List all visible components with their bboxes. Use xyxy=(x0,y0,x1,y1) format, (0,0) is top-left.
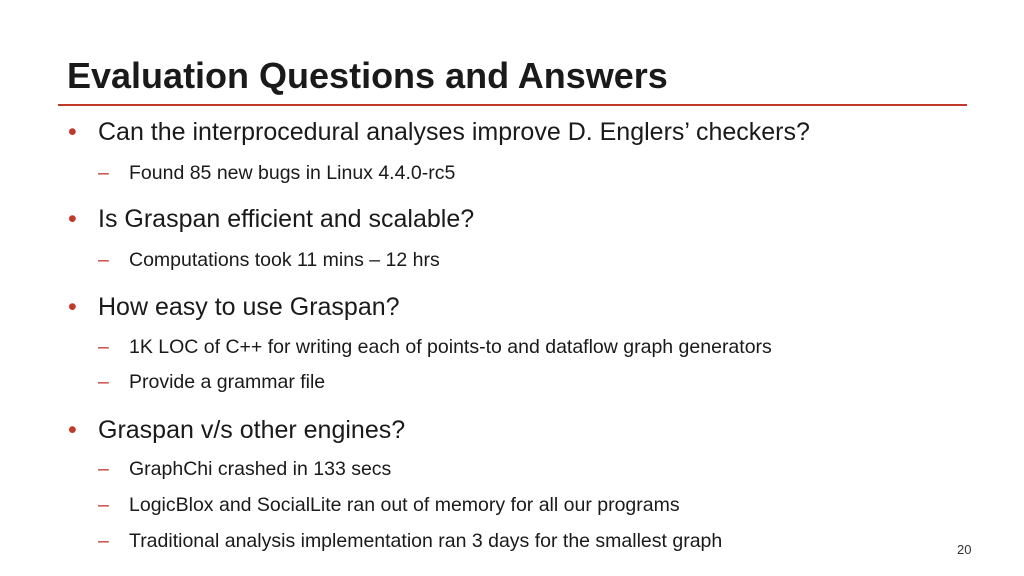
title-divider xyxy=(58,104,967,106)
page-number: 20 xyxy=(957,542,972,557)
bullet-dot-icon: • xyxy=(68,416,77,444)
answer-text: GraphChi crashed in 133 secs xyxy=(129,458,392,480)
bullet-dot-icon: • xyxy=(68,293,77,321)
answer-text: Found 85 new bugs in Linux 4.4.0-rc5 xyxy=(129,162,456,184)
dash-icon: – xyxy=(98,162,109,184)
question-text: Is Graspan efficient and scalable? xyxy=(98,205,475,233)
question-text: How easy to use Graspan? xyxy=(98,293,400,321)
dash-icon: – xyxy=(98,458,109,480)
answer-text: LogicBlox and SocialLite ran out of memory for all our programs xyxy=(129,494,680,516)
dash-icon: – xyxy=(98,249,109,271)
dash-icon: – xyxy=(98,336,109,358)
answer-text: Computations took 11 mins – 12 hrs xyxy=(129,249,440,271)
bullet-dot-icon: • xyxy=(68,118,77,146)
dash-icon: – xyxy=(98,494,109,516)
question-text: Graspan v/s other engines? xyxy=(98,416,406,444)
answer-text: Traditional analysis implementation ran 3 days for the smallest graph xyxy=(129,530,723,552)
dash-icon: – xyxy=(98,371,109,393)
bullet-dot-icon: • xyxy=(68,205,77,233)
answer-text: Provide a grammar file xyxy=(129,371,326,393)
question-text: Can the interprocedural analyses improve D. Englers’ checkers? xyxy=(98,118,810,146)
answer-text: 1K LOC of C++ for writing each of points-to and dataflow graph generators xyxy=(129,336,772,358)
slide-title: Evaluation Questions and Answers xyxy=(67,55,668,96)
dash-icon: – xyxy=(98,530,109,552)
